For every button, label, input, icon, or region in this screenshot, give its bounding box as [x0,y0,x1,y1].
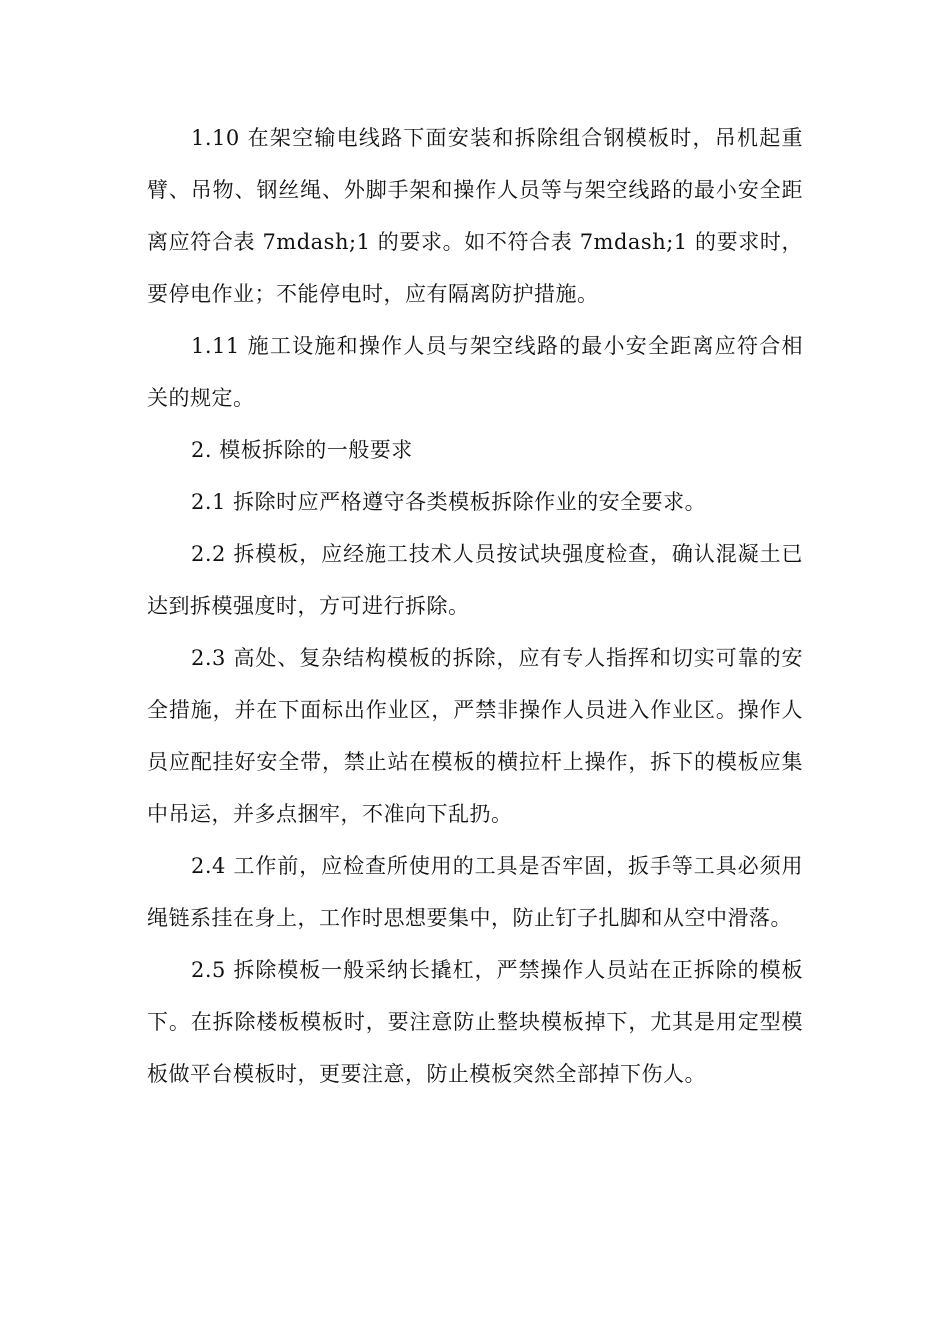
paragraph-2-1: 2.1 拆除时应严格遵守各类模板拆除作业的安全要求。 [191,490,707,514]
paragraph-2-3: 2.3 高处、复杂结构模板的拆除，应有专人指挥和切实可靠的安全措施，并在下面标出作业区，严禁非操作人员进入作业区。操作人员应配挂好安全带，禁止站在模板的横拉杆上操作，拆下的模板应集中吊运，并多点捆牢，不准向下乱扔。 [147,646,803,826]
paragraph-1-10: 1.10 在架空输电线路下面安装和拆除组合钢模板时，吊机起重臂、吊物、钢丝绳、外脚手架和操作人员等与架空线路的最小安全距离应符合表 7mdash;1 的要求。如不符合表 7mdash;1 的要求时，要停电作业；不能停电时，应有隔离防护措施。 [147,126,803,306]
paragraph-2-4: 2.4 工作前，应检查所使用的工具是否牢固，扳手等工具必须用绳链系挂在身上，工作时思想要集中，防止钉子扎脚和从空中滑落。 [147,854,803,930]
section-heading-2: 2. 模板拆除的一般要求 [191,438,413,462]
document-body [147,112,803,1100]
paragraph-1-11: 1.11 施工设施和操作人员与架空线路的最小安全距离应符合相关的规定。 [147,334,803,410]
paragraph-2-2: 2.2 拆模板，应经施工技术人员按试块强度检查，确认混凝土已达到拆模强度时，方可进行拆除。 [147,542,803,618]
paragraph-2-5: 2.5 拆除模板一般采纳长撬杠，严禁操作人员站在正拆除的模板下。在拆除楼板模板时，要注意防止整块模板掉下，尤其是用定型模板做平台模板时，更要注意，防止模板突然全部掉下伤人。 [147,958,803,1086]
